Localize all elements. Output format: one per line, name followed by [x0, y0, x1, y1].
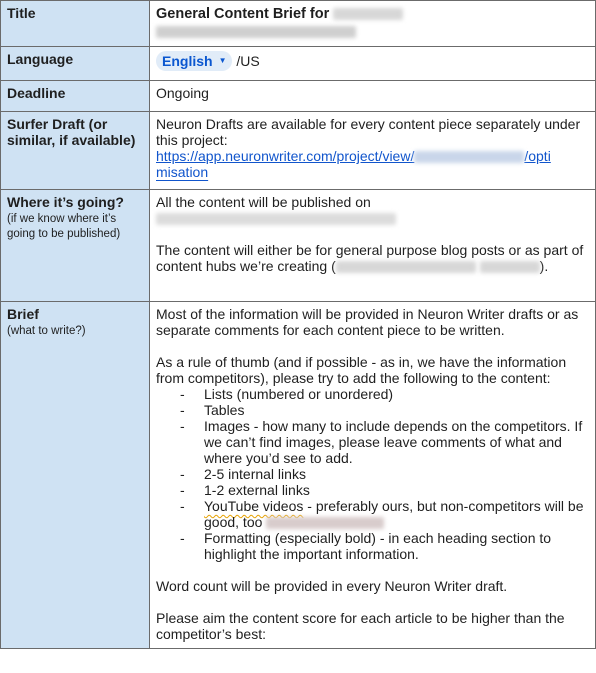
list-item: - Images - how many to include depends on the competitors. If we can’t find images, please leave comments of what and where you’d see to add.: [180, 418, 583, 466]
surfer-draft-text: Neuron Drafts are available for every content piece separately under this project:: [156, 116, 581, 148]
redacted-name: [333, 8, 403, 20]
brief-list: [156, 386, 589, 562]
where-sublabel: (if we know where it’s going to be published): [7, 213, 121, 240]
title-text: General Content Brief for: [156, 6, 330, 22]
list-item: - 2-5 internal links: [180, 466, 306, 482]
brief-p4: Please aim the content score for each article to be higher than the competitor’s best:: [156, 610, 565, 642]
list-item-youtube: - YouTube videos - preferably ours, but non-competitors will be good, too: [180, 498, 584, 530]
list-item: - 1-2 external links: [180, 482, 310, 498]
neuron-project-link-cont[interactable]: misation: [156, 164, 209, 180]
brief-p1: Most of the information will be provided in Neuron Writer drafts or as separate comments for each content piece to be written.: [156, 306, 579, 338]
title-label: Title: [1, 1, 150, 47]
deadline-label: Deadline: [1, 81, 150, 112]
brief-p3: Word count will be provided in every Neuron Writer draft.: [156, 578, 508, 594]
surfer-draft-row: [1, 112, 596, 190]
redacted-note: [266, 517, 384, 529]
language-row: [1, 47, 596, 81]
language-suffix: /US: [236, 53, 260, 69]
surfer-draft-value[interactable]: [150, 112, 596, 190]
where-value[interactable]: All the content will be published on The content will either be for general purpose blog posts or as part of content hubs we’re creating ( ).: [150, 190, 596, 302]
language-chip[interactable]: English ▼: [156, 51, 232, 71]
brief-row: [1, 302, 596, 649]
redacted-site: [156, 213, 396, 225]
redacted-hubs-2: [480, 261, 540, 273]
where-para2: The content will either be for general purpose blog posts or as part of content hubs we’re creating (: [156, 242, 584, 274]
where-label: Where it’s going? (if we know where it’s going to be published): [1, 190, 150, 302]
surfer-draft-label: Surfer Draft (or similar, if available): [1, 112, 150, 190]
redacted-hubs: [336, 261, 476, 273]
title-value[interactable]: [150, 1, 596, 47]
neuron-project-link[interactable]: https://app.neuronwriter.com/project/view/ /opti: [156, 148, 551, 164]
title-row: [1, 1, 596, 47]
brief-p2: As a rule of thumb (and if possible - as in, we have the information from competitors), please try to add the following to the content:: [156, 354, 567, 386]
list-item: - Formatting (especially bold) - in each heading section to highlight the important information.: [180, 530, 552, 562]
chevron-down-icon: ▼: [218, 56, 227, 65]
where-row: [1, 190, 596, 302]
redacted-subtitle: [156, 26, 356, 38]
brief-sublabel: (what to write?): [7, 325, 86, 337]
language-value: [150, 47, 596, 81]
list-item: - Tables: [180, 402, 245, 418]
language-label: Language: [1, 47, 150, 81]
brief-value[interactable]: [150, 302, 596, 649]
brief-label: Brief (what to write?): [1, 302, 150, 649]
list-item: - Lists (numbered or unordered): [180, 386, 394, 402]
deadline-value[interactable]: Ongoing: [150, 81, 596, 112]
deadline-row: [1, 81, 596, 112]
where-line1: All the content will be published on: [156, 194, 371, 210]
redacted-link-part: [414, 151, 524, 163]
